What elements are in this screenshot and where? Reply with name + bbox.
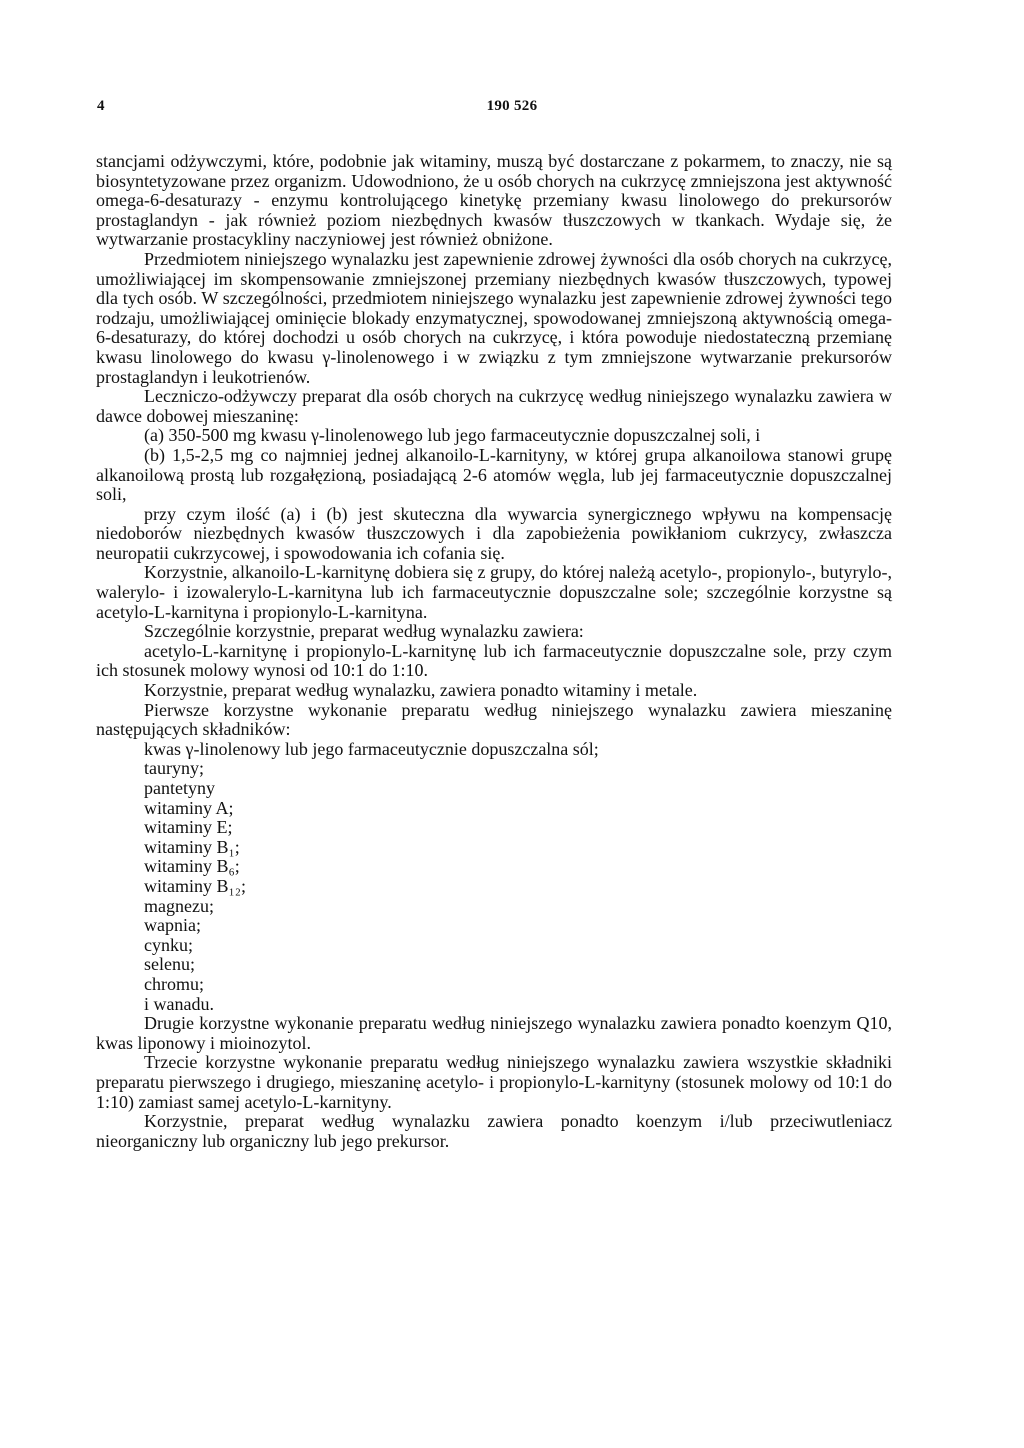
paragraph: Szczególnie korzystnie, preparat według wynalazku zawiera:: [144, 621, 584, 642]
paragraph: Drugie korzystne wykonanie preparatu według niniejszego wynalazku zawiera ponadto koenzym Q10, kwas liponowy i mioinozytol.: [96, 1013, 892, 1053]
paragraph: Przedmiotem niniejszego wynalazku jest zapewnienie zdrowej żywności dla osób chorych na cukrzycę, umożliwiającej im skompensowanie zmniejszonej przemiany niezbędnych kwasów tłuszczowych, typowej dla tych osób. W szczególności, przedmiotem niniejszego wynalazku jest zapewnienie zdrowej żywności tego rodzaju, umożliwiającej ominięcie blokady enzymatycznej, spowodowanej zmniejszoną aktywnością omega-6-desaturazy, do której dochodzi u osób chorych na cukrzycę, i która powoduje niedostateczną przemianę kwasu linolowego do kwasu γ-linolenowego i w związku z tym zmniejszone wytwarzanie prekursorów prostaglandyn i leukotrienów.: [96, 248, 892, 387]
paragraph: Trzecie korzystne wykonanie preparatu według niniejszego wynalazku zawiera wszystkie składniki preparatu pierwszego i drugiego, mieszaninę acetylo- i propionylo-L-karnityny (stosunek molowy od 10:1 do 1:10) zamiast samej acetylo-L-karnityny.: [96, 1052, 892, 1112]
list-item: witaminy B₁₂;: [144, 875, 247, 896]
paragraph: Leczniczo-odżywczy preparat dla osób chorych na cukrzycę według niniejszego wynalazku zawiera w dawce dobowej mieszaninę:: [96, 386, 892, 426]
claim-item-a: (a) 350-500 mg kwasu γ-linolenowego lub jego farmaceutycznie dopuszczalnej soli, i: [144, 425, 761, 446]
list-item: tauryny;: [144, 758, 204, 779]
list-item: wapnia;: [144, 915, 201, 936]
paragraph: Pierwsze korzystne wykonanie preparatu według niniejszego wynalazku zawiera mieszaninę następujących składników:: [96, 699, 892, 740]
list-item: magnezu;: [144, 895, 214, 916]
paragraph: acetylo-L-karnitynę i propionylo-L-karnitynę lub ich farmaceutycznie dopuszczalne sole, przy czym ich stosunek molowy wynosi od 10:1 do 1:10.: [96, 640, 892, 681]
paragraph: Korzystnie, preparat według wynalazku, zawiera ponadto witaminy i metale.: [144, 680, 698, 701]
list-item: cynku;: [144, 934, 193, 955]
claim-item-b: (b) 1,5-2,5 mg co najmniej jednej alkanoilo-L-karnityny, w której grupa alkanoilowa stanowi grupę alkanoilową prostą lub rozgałęzioną, posiadającą 2-6 atomów węgla, lub jej farmaceutycznie dopuszczalnej soli,: [96, 444, 892, 505]
list-item: pantetyny: [144, 778, 215, 798]
paragraph: Korzystnie, alkanoilo-L-karnitynę dobiera się z grupy, do której należą acetylo-, propionylo-, butyrylo-, walerylo- i izowalerylo-L-karnityna lub ich farmaceutycznie dopuszczalne sole; szczególnie korzystne są acetylo-L-karnityna i propionylo-L-karnityna.: [96, 562, 892, 622]
list-item: kwas γ-linolenowy lub jego farmaceutycznie dopuszczalna sól;: [144, 738, 599, 759]
list-item: witaminy E;: [144, 817, 233, 838]
paragraph: Korzystnie, preparat według wynalazku zawiera ponadto koenzym i/lub przeciwutleniacz nieorganiczny lub organiczny lub jego prekursor.: [96, 1111, 892, 1151]
list-item: i wanadu.: [144, 993, 214, 1014]
list-item: witaminy B₆;: [144, 856, 240, 877]
paragraph: stancjami odżywczymi, które, podobnie jak witaminy, muszą być dostarczane z pokarmem, to znaczy, nie są biosyntetyzowane przez organizm. Udowodniono, że u osób chorych na cukrzycę zmniejszona jest aktywność omega-6-desaturazy - enzymu kontrolującego kinetykę przemiany kwasu linolowego do prekursorów prostaglandyn - jak również poziom niezbędnych kwasów tłuszczowych w tkankach. Wydaje się, że wytwarzanie prostacykliny naczyniowej jest również obniżone.: [96, 151, 892, 250]
document-number: 190 526: [486, 98, 538, 114]
list-item: witaminy B₁;: [144, 836, 240, 857]
paragraph: przy czym ilość (a) i (b) jest skuteczna dla wywarcia synergicznego wpływu na kompensację niedoborów niezbędnych kwasów tłuszczowych i dla zapobieżenia powikłaniom cukrzycy, zwłaszcza neuropatii cukrzycowej, i spowodowania ich cofania się.: [96, 503, 892, 563]
document-body: [96, 152, 892, 1151]
list-item: selenu;: [144, 954, 195, 975]
ingredient-list: [96, 740, 892, 1014]
list-item: chromu;: [144, 973, 204, 994]
page-header: [0, 98, 1024, 120]
page-number: 4: [97, 98, 105, 114]
list-item: witaminy A;: [144, 797, 234, 818]
